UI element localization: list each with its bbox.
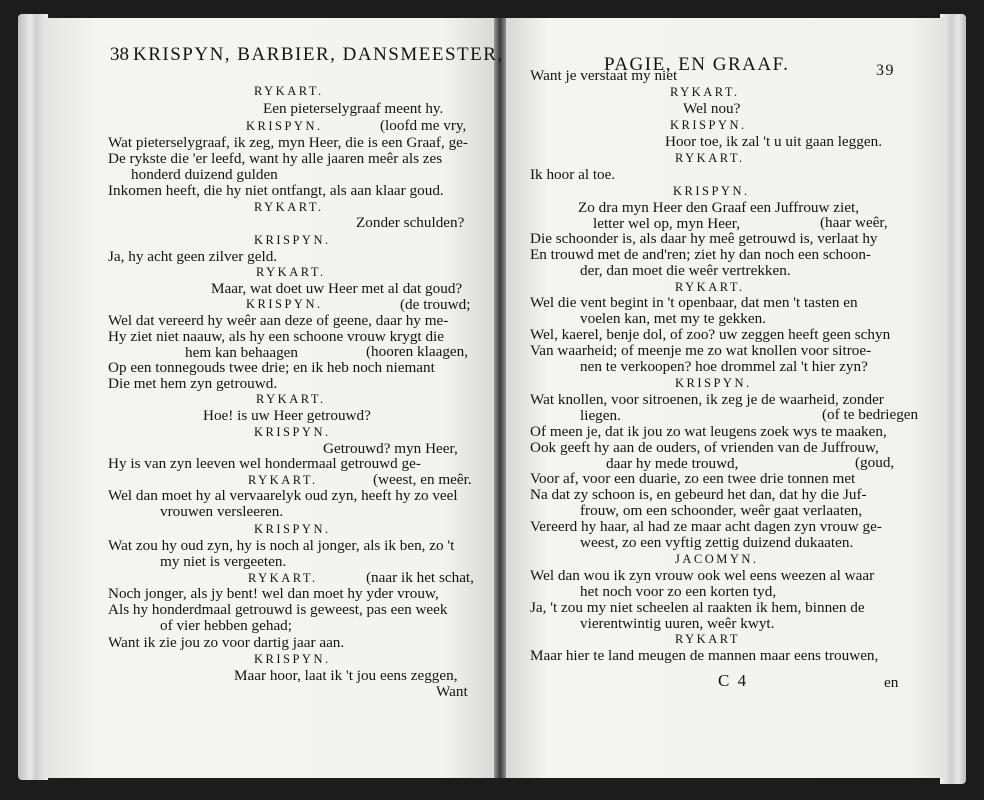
book-gutter: [494, 18, 506, 778]
text-line: weest, zo een vyftig zettig duizend dukaaten.: [580, 534, 854, 551]
speaker-name: RYKART.: [254, 200, 324, 214]
text-line: Van waarheid; of meenje me zo wat knollen voor sitroe-: [530, 342, 872, 359]
text-line: my niet is vergeeten.: [160, 553, 287, 570]
speaker-name: KRISPYN.: [675, 376, 752, 390]
text-line: (naar ik het schat,: [366, 569, 474, 586]
text-line: (hooren klaagen,: [366, 343, 469, 360]
text-line: Ook geeft hy aan de ouders, of vrienden van de Juffrouw,: [530, 439, 879, 456]
text-line: Hoe! is uw Heer getrouwd?: [203, 407, 371, 424]
text-line: Wat zou hy oud zyn, hy is noch al jonger, als ik ben, zo 't: [108, 537, 455, 554]
text-line: Op een tonnegouds twee drie; en ik heb noch niemant: [108, 359, 435, 376]
text-line: Een pieterselygraaf meent hy.: [263, 100, 444, 117]
text-line: Maar, wat doet uw Heer met al dat goud?: [211, 280, 463, 297]
speaker-name: KRISPYN.: [246, 297, 323, 311]
text-line: Wel, kaerel, benje dol, of zoo? uw zeggen heeft geen schyn: [530, 326, 891, 343]
text-line: (of te bedriegen: [822, 406, 919, 423]
text-line: Wel die vent begint in 't openbaar, dat men 't tasten en: [530, 294, 858, 311]
speaker-name: KRISPYN.: [670, 118, 747, 132]
left-page-number: 38: [110, 44, 129, 65]
text-line: frouw, om een schoonder, weêr gaat verlaaten,: [580, 502, 863, 519]
signature-mark: C 4: [718, 671, 749, 690]
text-line: Wel dat vereerd hy weêr aan deze of geene, daar hy me-: [108, 312, 449, 329]
text-line: Hy ziet niet naauw, als hy een schoone vrouw krygt die: [108, 328, 444, 345]
text-line: Maar hier te land meugen de mannen maar eens trouwen,: [530, 647, 879, 664]
left-running-head: [110, 44, 504, 66]
speaker-name: RYKART.: [675, 151, 745, 165]
text-line: Ik hoor al toe.: [530, 166, 616, 183]
text-line: Zonder schulden?: [356, 214, 465, 231]
speaker-name: RYKART.: [248, 571, 318, 585]
text-line: Die met hem zyn getrouwd.: [108, 375, 278, 392]
text-line: Of meen je, dat ik jou zo wat leugens zoek wys te maaken,: [530, 423, 887, 440]
left-head-title: KRISPYN, BARBIER, DANSMEESTER,: [133, 44, 504, 65]
right-page-number: 39: [876, 62, 895, 79]
text-line: Wat knollen, voor sitroenen, ik zeg je de waarheid, zonder: [530, 391, 884, 408]
text-line: (weest, en meêr.: [373, 471, 472, 488]
text-line: het noch voor zo een korten tyd,: [580, 583, 777, 600]
text-line: Want je verstaat my niet: [530, 67, 678, 84]
text-line: daar hy mede trouwd,: [606, 455, 739, 472]
text-line: Wel dan moet hy al vervaarelyk oud zyn, heeft hy zo veel: [108, 487, 458, 504]
text-line: Wel dan wou ik zyn vrouw ook wel eens weezen al waar: [530, 567, 875, 584]
text-line: Noch jonger, als jy bent! wel dan moet hy yder vrouw,: [108, 585, 439, 602]
text-line: of vier hebben gehad;: [160, 617, 292, 634]
speaker-name: RYKART.: [254, 84, 324, 98]
text-line: vierentwintig uuren, weêr kwyt.: [580, 615, 775, 632]
text-line: Ja, 't zou my niet scheelen al raakten ik hem, binnen de: [530, 599, 865, 616]
speaker-name: RYKART.: [248, 473, 318, 487]
speaker-name: KRISPYN.: [254, 233, 331, 247]
text-line: Want: [436, 683, 468, 700]
text-line: Die schoonder is, als daar hy meê getrouwd is, verlaat hy: [530, 230, 878, 247]
text-line: nen te verkoopen? hoe drommel zal 't hier zyn?: [580, 358, 868, 375]
speaker-name: RYKART.: [675, 280, 745, 294]
text-line: Na dat zy schoon is, en gebeurd het dan, dat hy die Juf-: [530, 486, 867, 503]
speaker-name: KRISPYN.: [254, 522, 331, 536]
text-line: Wat pieterselygraaf, ik zeg, myn Heer, die is een Graaf, ge-: [108, 134, 468, 151]
text-line: En trouwd met de and'ren; ziet hy dan noch een schoon-: [530, 246, 871, 263]
speaker-name: KRISPYN.: [254, 425, 331, 439]
text-line: (haar weêr,: [820, 214, 888, 231]
catchword: en: [884, 674, 899, 691]
text-line: vrouwen versleeren.: [160, 503, 284, 520]
text-line: (de trouwd;: [400, 296, 471, 313]
text-line: voelen kan, met my te gekken.: [580, 310, 766, 327]
text-line: Maar hoor, laat ik 't jou eens zeggen,: [234, 667, 458, 684]
text-line: Zo dra myn Heer den Graaf een Juffrouw ziet,: [578, 199, 859, 216]
right-head-title: PAGIE, EN GRAAF.: [604, 54, 790, 75]
text-line: Voor af, voor een duarie, zo een twee drie tonnen met: [530, 470, 856, 487]
speaker-name: KRISPYN.: [673, 184, 750, 198]
text-line: letter wel op, myn Heer,: [593, 215, 740, 232]
text-line: Hy is van zyn leeven wel hondermaal getrouwd ge-: [108, 455, 421, 472]
text-line: De rykste die 'er leefd, want hy alle jaaren meêr als zes: [108, 150, 443, 167]
speaker-name: RYKART.: [256, 392, 326, 406]
text-line: hem kan behaagen: [185, 344, 299, 361]
text-line: Als hy honderdmaal getrouwd is geweest, pas een week: [108, 601, 448, 618]
speaker-name: RYKART: [675, 632, 740, 646]
text-line: (loofd me vry,: [380, 117, 467, 134]
text-line: Wel nou?: [683, 100, 741, 117]
speaker-name: RYKART.: [256, 265, 326, 279]
speaker-name: KRISPYN.: [254, 652, 331, 666]
speaker-name: RYKART.: [670, 85, 740, 99]
speaker-name: JACOMYN.: [675, 552, 759, 566]
text-line: Want ik zie jou zo voor dartig jaar aan.: [108, 634, 345, 651]
text-line: (goud,: [855, 454, 895, 471]
text-line: der, dan moet die weêr vertrekken.: [580, 262, 791, 279]
text-line: liegen.: [580, 407, 621, 424]
text-line: Inkomen heeft, die hy niet ontfangt, als aan klaar goud.: [108, 182, 444, 199]
text-line: Vereerd hy haar, al had ze maar acht dagen zyn vrouw ge-: [530, 518, 882, 535]
text-line: Getrouwd? myn Heer,: [323, 440, 458, 457]
speaker-name: KRISPYN.: [246, 119, 323, 133]
text-line: honderd duizend gulden: [131, 166, 278, 183]
text-line: Hoor toe, ik zal 't u uit gaan leggen.: [665, 133, 882, 150]
text-line: Ja, hy acht geen zilver geld.: [108, 248, 278, 265]
